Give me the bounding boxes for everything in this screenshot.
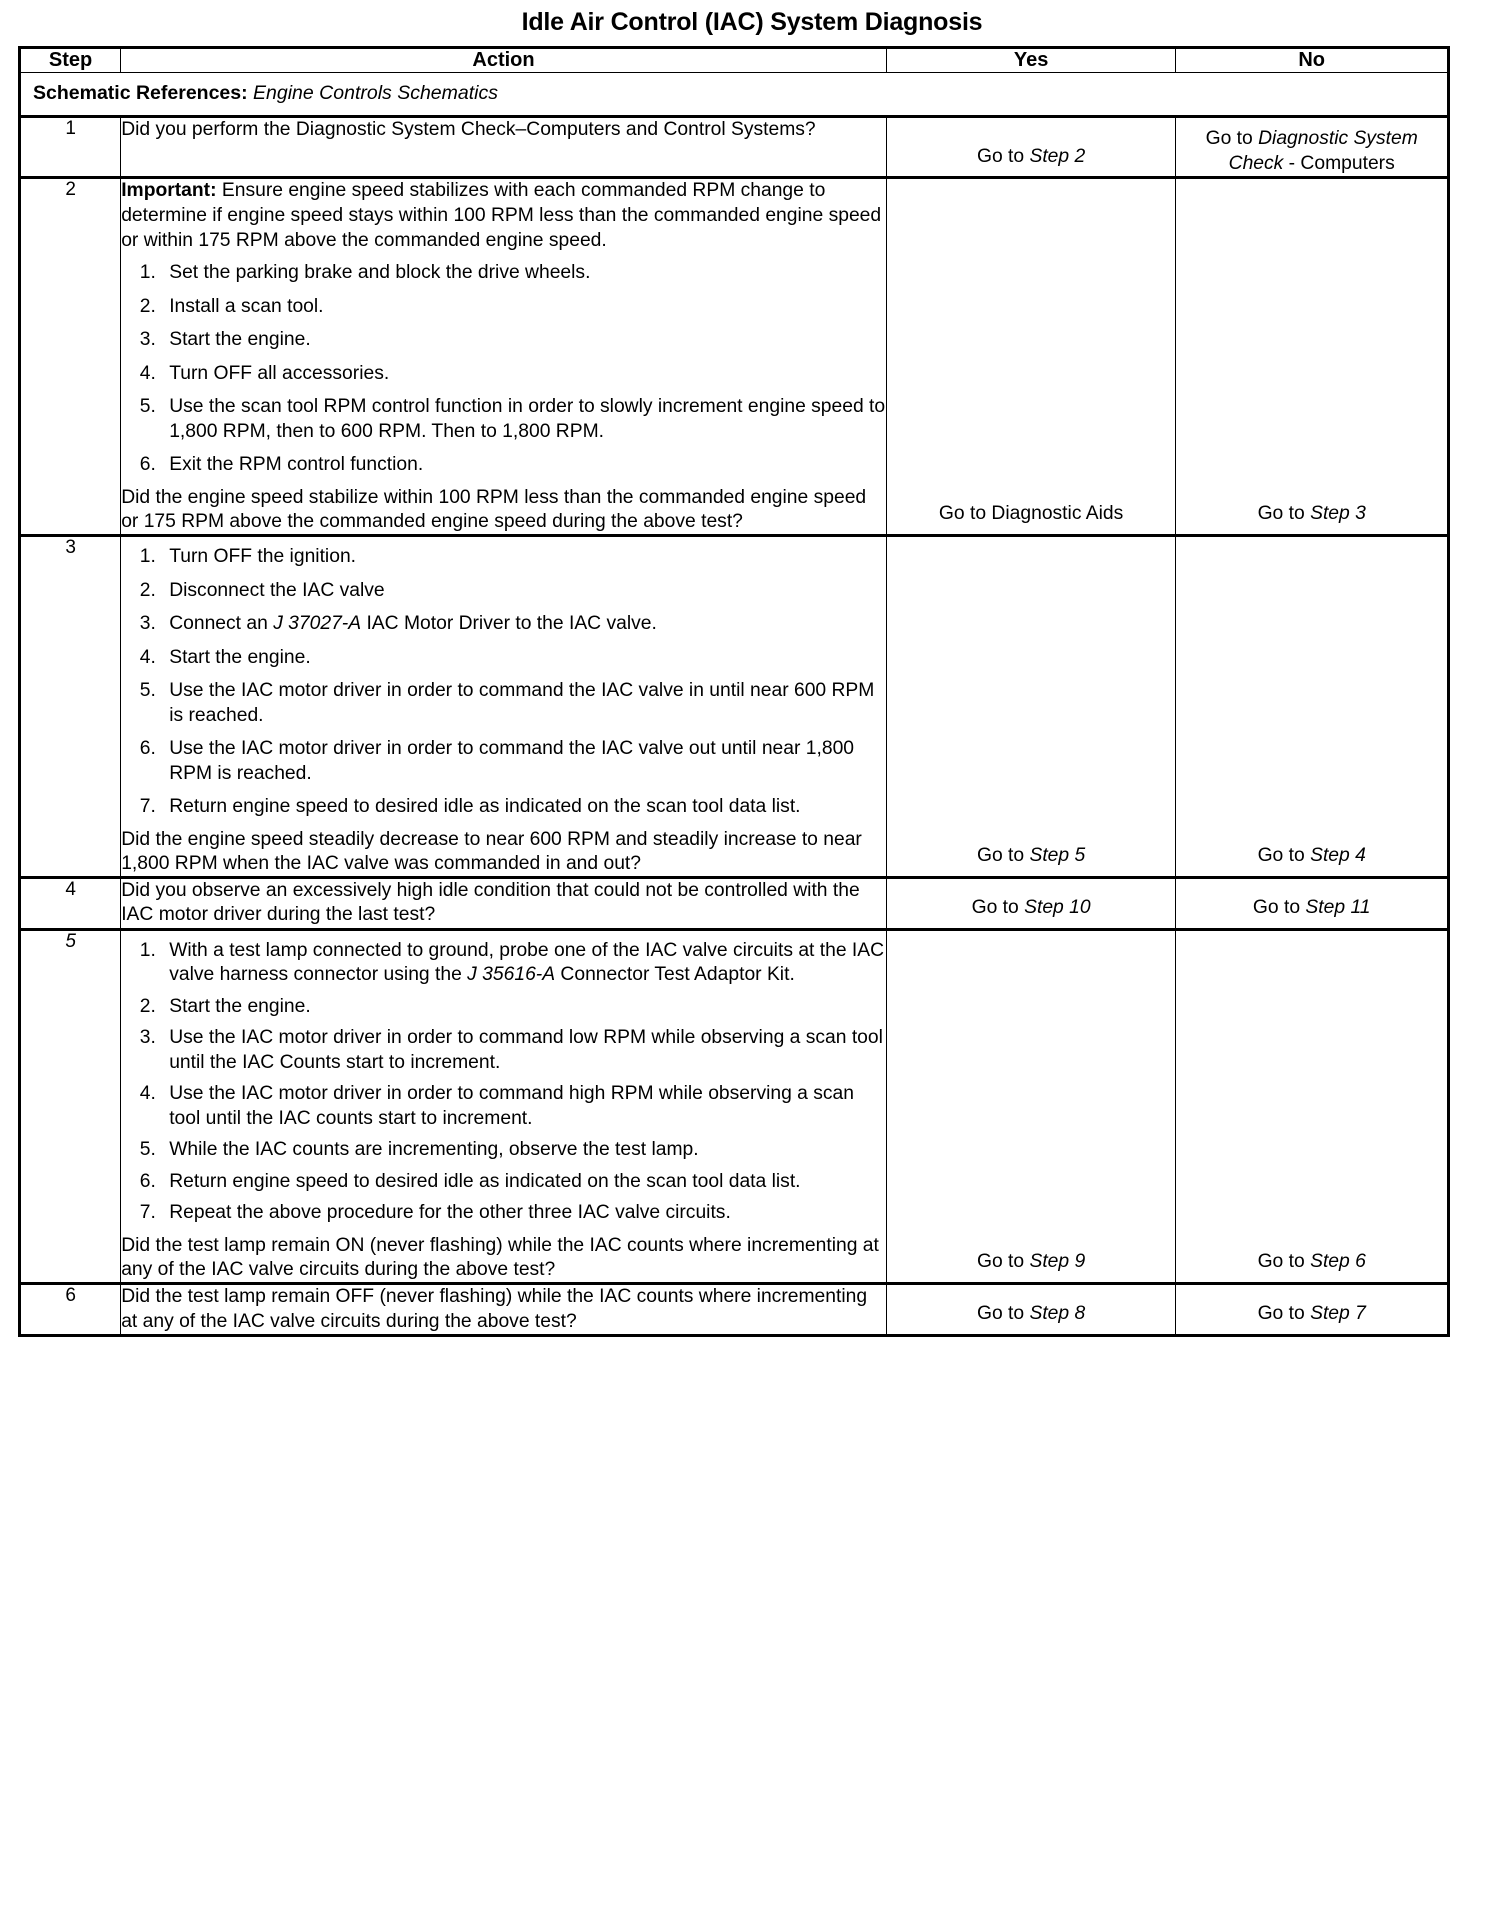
list-item-text: With a test lamp connected to ground, probe one of the IAC valve circuits at the IAC valve harness connector using the [169,939,885,986]
yes-answer [886,536,1176,878]
no-prefix: Go to [1257,845,1311,867]
table-row [20,929,1449,1283]
schematic-references-cell [20,73,1449,117]
no-prefix: Go to [1205,128,1259,149]
list-item: 5. Use the scan tool RPM control function in order to slowly increment engine speed to 1,800 RPM, then to 600 RPM. Then to 1,800 RPM. [161,395,886,444]
no-suffix: - Computers [1283,152,1395,174]
no-answer [1176,178,1449,536]
substep-list [121,939,886,1226]
important-label: Important: [121,180,217,202]
important-note [121,179,886,253]
no-target: Step 3 [1310,503,1366,525]
yes-target: Step 9 [1029,1251,1086,1273]
no-prefix: Go to [1257,1303,1311,1325]
step-number: 3 [20,536,121,878]
substep-list [121,261,886,478]
schematic-references-value: Engine Controls Schematics [253,82,498,104]
list-item-text-tail: IAC Motor Driver to the IAC valve. [361,613,657,635]
column-header-step: Step [20,48,121,73]
list-item [161,679,886,728]
list-item: 1. Set the parking brake and block the drive wheels. [161,261,886,286]
step-closing-question: Did the engine speed stabilize within 100 RPM less than the commanded engine speed or 175 RPM above the commanded engine speed during the above test? [121,486,867,533]
yes-target: Step 2 [1029,145,1086,167]
step-action [121,929,887,1283]
important-text: Ensure engine speed stabilizes with each commanded RPM change to determine if engine speed stays within 100 RPM less than the commanded engine speed or within 175 RPM above the commanded engine speed. [121,180,882,251]
list-item-text: Use the IAC motor driver in order to command the IAC valve out until near 1,800 RPM is reached. [169,738,855,784]
no-target: Step 11 [1305,897,1371,919]
yes-answer [886,117,1176,178]
list-item [161,1026,886,1075]
step-action [121,1284,887,1336]
schematic-references-label: Schematic References: [33,82,248,104]
list-item [161,612,886,637]
yes-target: Step 5 [1029,845,1086,867]
list-item [161,1138,886,1163]
substep-list [121,545,886,820]
column-header-yes: Yes [886,48,1176,73]
table-header-row [20,48,1449,73]
step-lead-text: Did the test lamp remain OFF (never flashing) while the IAC counts where incrementing at any of the IAC valve circuits during the above test? [121,1286,868,1332]
list-item [161,737,886,786]
column-header-action: Action [121,48,887,73]
list-item-emphasis: J 35616-A [467,964,556,986]
yes-prefix: Go to [976,845,1030,867]
step-lead-text: Did you observe an excessively high idle condition that could not be controlled with the IAC motor driver during the last test? [121,879,860,926]
list-item-text: Turn OFF the ignition. [169,546,357,568]
step-action [121,178,887,536]
list-item-emphasis: J 37027-A [273,613,362,635]
list-item [161,1082,886,1131]
list-item-text-tail: Connector Test Adaptor Kit. [555,964,795,986]
list-item: 2. Install a scan tool. [161,295,886,320]
step-closing-question: Did the engine speed steadily decrease to near 600 RPM and steadily increase to near 1,800 RPM when the IAC valve was commanded in and out? [121,828,862,874]
no-target: Step 7 [1310,1303,1366,1325]
no-answer [1176,877,1449,929]
yes-answer [886,1284,1176,1336]
step-lead-text: Did you perform the Diagnostic System Check–Computers and Control Systems? [121,119,816,140]
list-item-text: Return engine speed to desired idle as indicated on the scan tool data list. [169,796,801,818]
list-item [161,939,886,988]
list-item-text: Disconnect the IAC valve [169,579,385,601]
list-item: 4. Turn OFF all accessories. [161,362,886,387]
yes-answer [886,178,1176,536]
no-prefix: Go to [1257,1251,1311,1273]
list-item-text: Use the IAC motor driver in order to command high RPM while observing a scan tool until the IAC counts start to increment. [169,1083,854,1129]
yes-prefix: Go to Diagnostic Aids [938,503,1124,525]
table-row [20,178,1449,536]
column-header-no: No [1176,48,1449,73]
yes-prefix: Go to [976,1303,1030,1325]
yes-prefix: Go to [976,145,1030,167]
yes-target: Step 10 [1024,897,1091,919]
step-number: 2 [20,178,121,536]
list-item-text: Start the engine. [169,646,311,668]
list-item [161,545,886,570]
list-item [161,1201,886,1226]
step-number: 6 [20,1284,121,1336]
list-item [161,795,886,820]
step-action [121,117,887,178]
no-answer [1176,929,1449,1283]
list-item [161,995,886,1020]
table-row [20,536,1449,878]
list-item [161,646,886,671]
step-closing-question: Did the test lamp remain ON (never flashing) while the IAC counts where incrementing at any of the IAC valve circuits during the above test? [121,1234,879,1280]
yes-answer [886,929,1176,1283]
table-row [20,877,1449,929]
step-action [121,877,887,929]
yes-prefix: Go to [971,897,1025,919]
step-number: 4 [20,877,121,929]
no-prefix: Go to [1257,503,1311,525]
step-number: 5 [20,929,121,1283]
table-row [20,1284,1449,1336]
no-answer [1176,536,1449,878]
list-item-text: Return engine speed to desired idle as indicated on the scan tool data list. [169,1170,801,1192]
no-answer [1176,1284,1449,1336]
no-answer [1176,117,1449,178]
step-number: 1 [20,117,121,178]
yes-target: Step 8 [1029,1303,1086,1325]
table-body [20,73,1449,1336]
list-item-text: Use the IAC motor driver in order to command the IAC valve in until near 600 RPM is reached. [169,680,875,726]
table-row [20,117,1449,178]
list-item-text: Repeat the above procedure for the other three IAC valve circuits. [169,1202,731,1224]
no-prefix: Go to [1252,897,1306,919]
diagnosis-table [18,46,1450,1337]
list-item: 6. Exit the RPM control function. [161,453,886,478]
no-target: Step 4 [1310,845,1366,867]
list-item-text: Use the IAC motor driver in order to command low RPM while observing a scan tool until the IAC Counts start to increment. [169,1027,883,1073]
yes-answer [886,877,1176,929]
list-item-text: While the IAC counts are incrementing, observe the test lamp. [169,1139,699,1161]
no-target: Step 6 [1310,1251,1366,1273]
yes-prefix: Go to [976,1251,1030,1273]
table-header [20,48,1449,73]
list-item-text: Connect an [169,613,274,635]
list-item [161,1170,886,1195]
step-action [121,536,887,878]
page-title: Idle Air Control (IAC) System Diagnosis [521,8,983,36]
list-item: 3. Start the engine. [161,328,886,353]
list-item-text: Start the engine. [169,995,311,1017]
list-item [161,579,886,604]
schematic-references-row [20,73,1449,117]
no-target: Diagnostic System Check [1228,128,1418,174]
